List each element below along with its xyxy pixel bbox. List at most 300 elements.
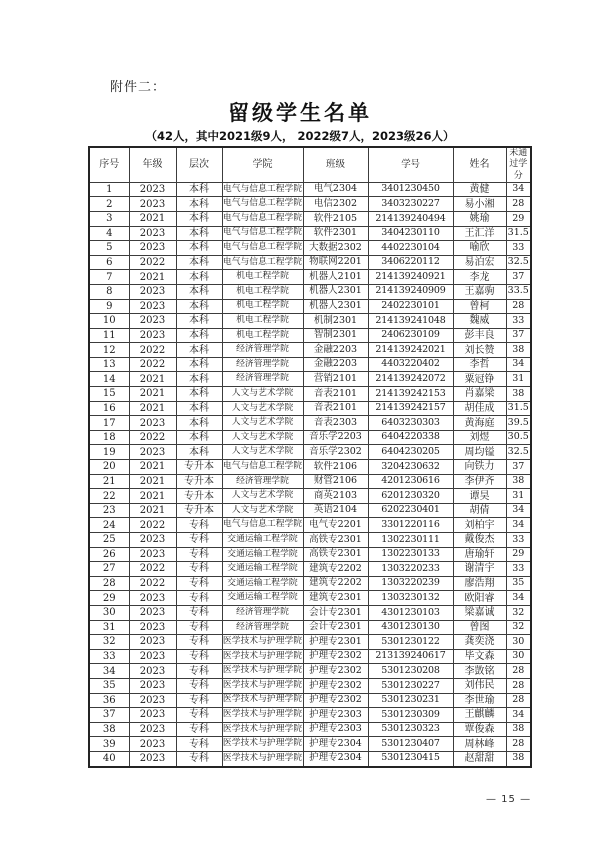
cell: 刘煜 [453, 430, 506, 445]
cell: 2023 [129, 678, 176, 693]
cell: 1302230133 [368, 547, 453, 562]
cell: 周林峰 [453, 737, 506, 752]
cell: 经济管理学院 [222, 343, 303, 358]
table-row [89, 533, 531, 548]
cell: 2022 [129, 430, 176, 445]
column-header: 学号 [368, 147, 453, 182]
cell: 2023 [129, 693, 176, 708]
cell: 专科 [176, 591, 222, 606]
cell: 专升本 [176, 489, 222, 504]
cell: 专科 [176, 605, 222, 620]
cell: 4301230130 [368, 620, 453, 635]
cell: 机器人2101 [303, 270, 368, 285]
cell: 4301230103 [368, 605, 453, 620]
cell: 2022 [129, 357, 176, 372]
cell: 高铁专2301 [303, 533, 368, 548]
cell: 曾图 [453, 620, 506, 635]
cell: 软件2301 [303, 226, 368, 241]
cell: 刘柏宇 [453, 518, 506, 533]
cell: 营销2101 [303, 372, 368, 387]
cell: 机器人2301 [303, 299, 368, 314]
cell: 音乐学2203 [303, 430, 368, 445]
cell: 交通运输工程学院 [222, 562, 303, 577]
column-header: 学院 [222, 147, 303, 182]
cell: 2023 [129, 620, 176, 635]
cell: 34 [506, 591, 531, 606]
cell: 护理专2302 [303, 678, 368, 693]
cell: 本科 [176, 328, 222, 343]
cell: 8 [89, 284, 129, 299]
cell: 肖嘉梁 [453, 387, 506, 402]
cell: 2406230109 [368, 328, 453, 343]
table-row [89, 357, 531, 372]
cell: 1303220233 [368, 562, 453, 577]
cell: 本科 [176, 416, 222, 431]
cell: 33 [89, 649, 129, 664]
cell: 39.5 [506, 416, 531, 431]
cell: 高铁专2301 [303, 547, 368, 562]
cell: 33 [506, 241, 531, 256]
cell: 28 [89, 576, 129, 591]
cell: 本科 [176, 299, 222, 314]
cell: 大数据2302 [303, 241, 368, 256]
table-row [89, 547, 531, 562]
cell: 21 [89, 474, 129, 489]
cell: 专科 [176, 547, 222, 562]
cell: 32 [506, 605, 531, 620]
cell: 33 [506, 562, 531, 577]
cell: 2023 [129, 416, 176, 431]
cell: 机电工程学院 [222, 328, 303, 343]
cell: 商英2103 [303, 489, 368, 504]
cell: 赵甜甜 [453, 751, 506, 766]
cell: 专科 [176, 737, 222, 752]
cell: 电气与信息工程学院 [222, 255, 303, 270]
cell: 软件2106 [303, 460, 368, 475]
table-row [89, 284, 531, 299]
cell: 12 [89, 343, 129, 358]
cell: 本科 [176, 182, 222, 197]
cell: 35 [89, 678, 129, 693]
cell: 2023 [129, 299, 176, 314]
column-header: 未通过学分 [506, 147, 531, 182]
cell: 粟冠铮 [453, 372, 506, 387]
cell: 214139240921 [368, 270, 453, 285]
cell: 护理专2303 [303, 708, 368, 723]
table-row [89, 562, 531, 577]
cell: 29 [89, 591, 129, 606]
cell: 音表2101 [303, 401, 368, 416]
cell: 5301230122 [368, 635, 453, 650]
cell: 2023 [129, 182, 176, 197]
cell: 专升本 [176, 503, 222, 518]
cell: 电气与信息工程学院 [222, 226, 303, 241]
table-row [89, 722, 531, 737]
cell: 本科 [176, 357, 222, 372]
cell: 37 [89, 708, 129, 723]
cell: 2023 [129, 328, 176, 343]
cell: 27 [89, 562, 129, 577]
cell: 13 [89, 357, 129, 372]
cell: 5 [89, 241, 129, 256]
cell: 电气与信息工程学院 [222, 182, 303, 197]
cell: 王嘉驹 [453, 284, 506, 299]
cell: 37 [506, 270, 531, 285]
cell: 谭昊 [453, 489, 506, 504]
cell: 电气与信息工程学院 [222, 197, 303, 212]
cell: 2023 [129, 591, 176, 606]
cell: 38 [506, 722, 531, 737]
cell: 20 [89, 460, 129, 475]
cell: 3403230227 [368, 197, 453, 212]
cell: 2023 [129, 197, 176, 212]
cell: 机电工程学院 [222, 270, 303, 285]
table-row [89, 211, 531, 226]
cell: 32 [89, 635, 129, 650]
page-number: — 15 — [486, 794, 532, 805]
cell: 李世瑜 [453, 693, 506, 708]
table-row [89, 605, 531, 620]
cell: 5301230309 [368, 708, 453, 723]
cell: 医学技术与护理学院 [222, 678, 303, 693]
cell: 护理专2301 [303, 635, 368, 650]
cell: 2021 [129, 270, 176, 285]
cell: 魏威 [453, 314, 506, 329]
cell: 专科 [176, 722, 222, 737]
cell: 会计专2301 [303, 605, 368, 620]
cell: 9 [89, 299, 129, 314]
cell: 专科 [176, 576, 222, 591]
cell: 刘伟民 [453, 678, 506, 693]
table-row [89, 460, 531, 475]
table-row [89, 591, 531, 606]
table-row [89, 489, 531, 504]
cell: 40 [89, 751, 129, 766]
cell: 本科 [176, 372, 222, 387]
cell: 音表2303 [303, 416, 368, 431]
table-row [89, 328, 531, 343]
cell: 人文与艺术学院 [222, 387, 303, 402]
cell: 喻欣 [453, 241, 506, 256]
cell: 彭丰良 [453, 328, 506, 343]
cell: 软件2105 [303, 211, 368, 226]
cell: 交通运输工程学院 [222, 591, 303, 606]
cell: 34 [506, 182, 531, 197]
cell: 2021 [129, 401, 176, 416]
cell: 专科 [176, 678, 222, 693]
cell: 14 [89, 372, 129, 387]
cell: 2021 [129, 503, 176, 518]
cell: 4 [89, 226, 129, 241]
table-row [89, 387, 531, 402]
cell: 214139242072 [368, 372, 453, 387]
cell: 覃俊森 [453, 722, 506, 737]
cell: 金融2203 [303, 343, 368, 358]
cell: 15 [89, 387, 129, 402]
cell: 5301230407 [368, 737, 453, 752]
cell: 31.5 [506, 226, 531, 241]
cell: 经济管理学院 [222, 620, 303, 635]
cell: 11 [89, 328, 129, 343]
cell: 会计专2301 [303, 620, 368, 635]
cell: 建筑专2202 [303, 562, 368, 577]
cell: 本科 [176, 343, 222, 358]
cell: 4201230616 [368, 474, 453, 489]
cell: 38 [506, 343, 531, 358]
column-header: 层次 [176, 147, 222, 182]
cell: 6202230401 [368, 503, 453, 518]
cell: 本科 [176, 241, 222, 256]
cell: 25 [89, 533, 129, 548]
table-row [89, 474, 531, 489]
cell: 26 [89, 547, 129, 562]
cell: 龚奕浇 [453, 635, 506, 650]
table-row [89, 737, 531, 752]
cell: 专科 [176, 533, 222, 548]
table-row [89, 445, 531, 460]
cell: 32.5 [506, 255, 531, 270]
cell: 财管2106 [303, 474, 368, 489]
cell: 护理专2303 [303, 722, 368, 737]
cell: 2023 [129, 722, 176, 737]
cell: 34 [506, 518, 531, 533]
cell: 梁嘉诚 [453, 605, 506, 620]
table-row [89, 270, 531, 285]
cell: 曾柯 [453, 299, 506, 314]
cell: 5301230323 [368, 722, 453, 737]
cell: 6 [89, 255, 129, 270]
cell: 本科 [176, 197, 222, 212]
cell: 31 [506, 372, 531, 387]
cell: 李哲 [453, 357, 506, 372]
cell: 交通运输工程学院 [222, 533, 303, 548]
table-row [89, 299, 531, 314]
cell: 专科 [176, 664, 222, 679]
cell: 214139241048 [368, 314, 453, 329]
cell: 5301230415 [368, 751, 453, 766]
cell: 34 [506, 503, 531, 518]
cell: 3204230632 [368, 460, 453, 475]
cell: 专科 [176, 620, 222, 635]
table-row [89, 693, 531, 708]
cell: 18 [89, 430, 129, 445]
cell: 电信2302 [303, 197, 368, 212]
cell: 护理专2302 [303, 693, 368, 708]
cell: 34 [506, 357, 531, 372]
cell: 英语2104 [303, 503, 368, 518]
cell: 本科 [176, 387, 222, 402]
cell: 2022 [129, 343, 176, 358]
cell: 214139242153 [368, 387, 453, 402]
cell: 2023 [129, 635, 176, 650]
cell: 34 [506, 708, 531, 723]
cell: 李龙 [453, 270, 506, 285]
cell: 专科 [176, 562, 222, 577]
cell: 2023 [129, 751, 176, 766]
cell: 2 [89, 197, 129, 212]
cell: 专科 [176, 693, 222, 708]
cell: 3404230110 [368, 226, 453, 241]
cell: 护理专2304 [303, 751, 368, 766]
cell: 医学技术与护理学院 [222, 649, 303, 664]
cell: 28 [506, 299, 531, 314]
cell: 30.5 [506, 430, 531, 445]
cell: 物联网2201 [303, 255, 368, 270]
cell: 2022 [129, 255, 176, 270]
cell: 音乐学2302 [303, 445, 368, 460]
table-row [89, 241, 531, 256]
cell: 17 [89, 416, 129, 431]
cell: 2021 [129, 372, 176, 387]
cell: 1303220239 [368, 576, 453, 591]
cell: 5301230227 [368, 678, 453, 693]
cell: 30 [89, 605, 129, 620]
cell: 4402230104 [368, 241, 453, 256]
cell: 214139242021 [368, 343, 453, 358]
cell: 10 [89, 314, 129, 329]
cell: 2023 [129, 649, 176, 664]
cell: 专科 [176, 635, 222, 650]
cell: 23 [89, 503, 129, 518]
table-row [89, 314, 531, 329]
cell: 37 [506, 328, 531, 343]
cell: 谢清宇 [453, 562, 506, 577]
cell: 本科 [176, 211, 222, 226]
cell: 4403220402 [368, 357, 453, 372]
students-table [88, 146, 532, 768]
cell: 6201230320 [368, 489, 453, 504]
table-row [89, 182, 531, 197]
cell: 28 [506, 664, 531, 679]
table-row [89, 678, 531, 693]
cell: 人文与艺术学院 [222, 489, 303, 504]
cell: 医学技术与护理学院 [222, 737, 303, 752]
cell: 本科 [176, 430, 222, 445]
cell: 22 [89, 489, 129, 504]
cell: 人文与艺术学院 [222, 430, 303, 445]
cell: 本科 [176, 226, 222, 241]
table-row [89, 649, 531, 664]
cell: 专科 [176, 751, 222, 766]
cell: 33 [506, 314, 531, 329]
cell: 6403230303 [368, 416, 453, 431]
cell: 2022 [129, 562, 176, 577]
cell: 2021 [129, 474, 176, 489]
table-header-row [89, 147, 531, 182]
cell: 人文与艺术学院 [222, 416, 303, 431]
cell: 31 [506, 489, 531, 504]
cell: 医学技术与护理学院 [222, 635, 303, 650]
table-row [89, 226, 531, 241]
table-row [89, 518, 531, 533]
cell: 2021 [129, 387, 176, 402]
cell: 2023 [129, 241, 176, 256]
cell: 机器人2301 [303, 284, 368, 299]
cell: 214139240909 [368, 284, 453, 299]
table-row [89, 255, 531, 270]
table-row [89, 401, 531, 416]
cell: 2023 [129, 737, 176, 752]
table-row [89, 197, 531, 212]
cell: 向铁力 [453, 460, 506, 475]
cell: 本科 [176, 401, 222, 416]
cell: 30 [506, 649, 531, 664]
cell: 214139240494 [368, 211, 453, 226]
cell: 电气与信息工程学院 [222, 460, 303, 475]
cell: 5301230231 [368, 693, 453, 708]
cell: 李伊齐 [453, 474, 506, 489]
cell: 人文与艺术学院 [222, 503, 303, 518]
cell: 黄健 [453, 182, 506, 197]
cell: 交通运输工程学院 [222, 547, 303, 562]
cell: 2023 [129, 708, 176, 723]
cell: 刘长赞 [453, 343, 506, 358]
cell: 2021 [129, 211, 176, 226]
column-header: 班级 [303, 147, 368, 182]
page-subtitle: （42人，其中2021级9人， 2022级7人，2023级26人） [145, 129, 455, 143]
cell: 30 [506, 635, 531, 650]
cell: 医学技术与护理学院 [222, 664, 303, 679]
cell: 1302230111 [368, 533, 453, 548]
cell: 机电工程学院 [222, 284, 303, 299]
column-header: 年级 [129, 147, 176, 182]
cell: 2023 [129, 533, 176, 548]
cell: 机电工程学院 [222, 299, 303, 314]
cell: 胡倩 [453, 503, 506, 518]
cell: 16 [89, 401, 129, 416]
cell: 智制2301 [303, 328, 368, 343]
cell: 黄海庭 [453, 416, 506, 431]
cell: 1 [89, 182, 129, 197]
cell: 3301220116 [368, 518, 453, 533]
cell: 护理专2302 [303, 664, 368, 679]
cell: 经济管理学院 [222, 357, 303, 372]
table-row [89, 708, 531, 723]
cell: 医学技术与护理学院 [222, 693, 303, 708]
cell: 经济管理学院 [222, 474, 303, 489]
cell: 李敳铭 [453, 664, 506, 679]
cell: 24 [89, 518, 129, 533]
cell: 医学技术与护理学院 [222, 751, 303, 766]
cell: 胡佳成 [453, 401, 506, 416]
cell: 7 [89, 270, 129, 285]
cell: 王麒麟 [453, 708, 506, 723]
cell: 建筑专2301 [303, 591, 368, 606]
cell: 2022 [129, 576, 176, 591]
cell: 经济管理学院 [222, 372, 303, 387]
cell: 音表2101 [303, 387, 368, 402]
cell: 护理专2304 [303, 737, 368, 752]
cell: 29 [506, 211, 531, 226]
cell: 3406220112 [368, 255, 453, 270]
cell: 2023 [129, 547, 176, 562]
table-row [89, 503, 531, 518]
cell: 33 [506, 533, 531, 548]
cell: 28 [506, 737, 531, 752]
cell: 3401230450 [368, 182, 453, 197]
cell: 38 [506, 751, 531, 766]
cell: 医学技术与护理学院 [222, 722, 303, 737]
table-row [89, 416, 531, 431]
cell: 易小湘 [453, 197, 506, 212]
cell: 建筑专2202 [303, 576, 368, 591]
cell: 33.5 [506, 284, 531, 299]
cell: 2023 [129, 284, 176, 299]
cell: 2023 [129, 445, 176, 460]
cell: 3 [89, 211, 129, 226]
cell: 2023 [129, 314, 176, 329]
cell: 周均镒 [453, 445, 506, 460]
